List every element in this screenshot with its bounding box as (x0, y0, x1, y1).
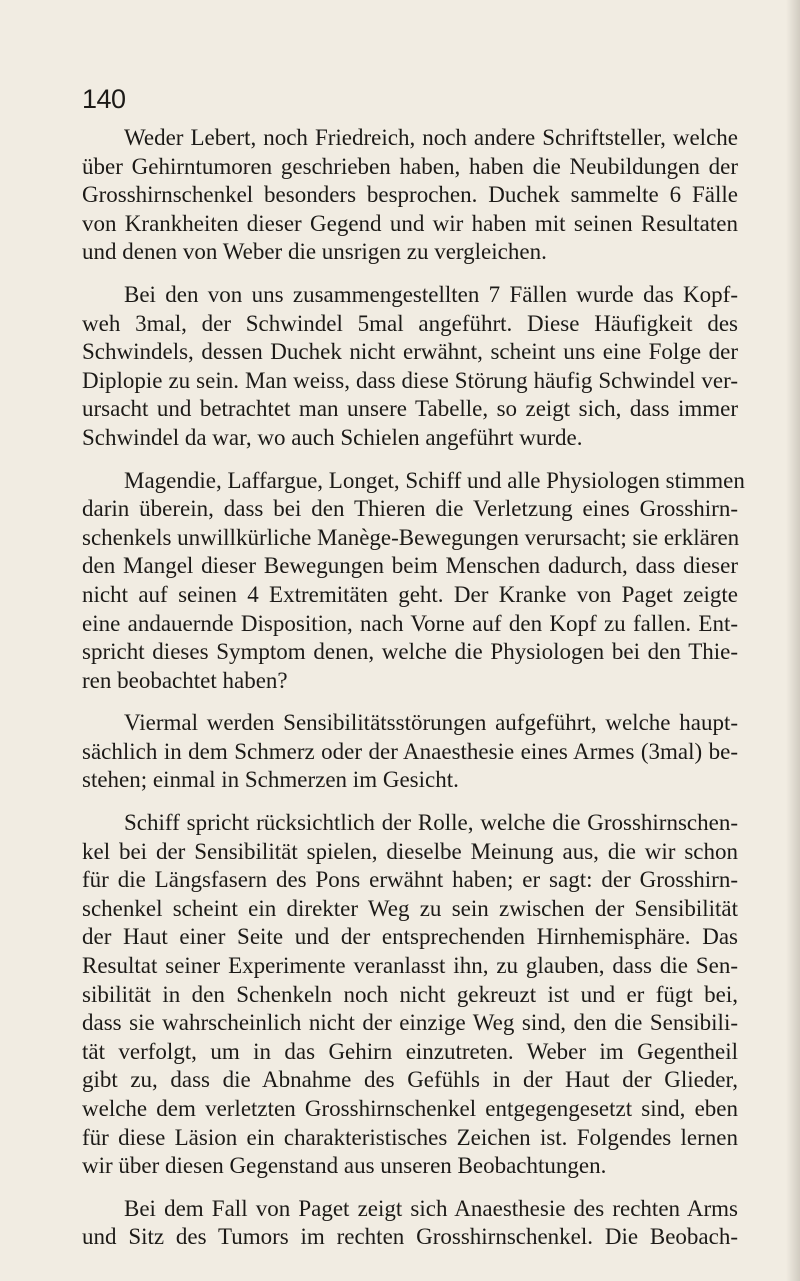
text-line: gibt zu, dass die Abnahme des Gefühls in der Haut der Glieder, (82, 1067, 738, 1093)
text-line: sächlich in dem Schmerz oder der Anaesthesie eines Armes (3mal) be- (82, 738, 738, 764)
text-line: sibilität in den Schenkeln noch nicht gekreuzt ist und er fügt bei, (82, 981, 738, 1007)
text-line: für die Längsfasern des Pons erwähnt haben; er sagt: der Grosshirn- (82, 867, 738, 893)
text-line: Schwindel da war, wo auch Schielen angeführt wurde. (82, 424, 583, 450)
text-line: Schiff spricht rücksichtlich der Rolle, welche die Grosshirnschen- (124, 810, 738, 836)
text-line: und Sitz des Tumors im rechten Grosshirnschenkel. Die Beobach- (82, 1224, 738, 1250)
text-line: Diplopie zu sein. Man weiss, dass diese Störung häufig Schwindel ver- (82, 367, 738, 393)
text-line: Weder Lebert, noch Friedreich, noch andere Schriftsteller, welche (124, 125, 738, 150)
paragraph (82, 1195, 738, 1252)
text-line: und denen von Weber die unsrigen zu vergleichen. (82, 239, 547, 265)
text-line: Magendie, Laffargue, Longet, Schiff und alle Physiologen stimmen (124, 467, 745, 493)
text-line: für diese Läsion ein charakteristisches Zeichen ist. Folgendes lernen (82, 1124, 738, 1150)
text-line: schenkel scheint ein direkter Weg zu sein zwischen der Sensibilität (82, 895, 738, 921)
text-line: Schwindels, dessen Duchek nicht erwähnt, scheint uns eine Folge der (82, 339, 738, 365)
text-line: tät verfolgt, um in das Gehirn einzutreten. Weber im Gegentheil (82, 1038, 738, 1064)
text-line: ursacht und betrachtet man unsere Tabelle, so zeigt sich, dass immer (82, 396, 738, 422)
text-line: Bei dem Fall von Paget zeigt sich Anaesthesie des rechten Arms (124, 1195, 738, 1221)
text-line: weh 3mal, der Schwindel 5mal angeführt. Diese Häufigkeit des (82, 310, 738, 336)
text-line: wir über diesen Gegenstand aus unseren Beobachtungen. (82, 1153, 607, 1179)
text-line: dass sie wahrscheinlich nicht der einzige Weg sind, den die Sensibili- (82, 1010, 738, 1036)
text-line: der Haut einer Seite und der entsprechenden Hirnhemisphäre. Das (82, 924, 738, 950)
paragraph (82, 809, 738, 1181)
text-line: stehen; einmal in Schmerzen im Gesicht. (82, 767, 459, 793)
text-line: über Gehirntumoren geschrieben haben, haben die Neubildungen der (82, 153, 738, 179)
text-line: kel bei der Sensibilität spielen, dieselbe Meinung aus, die wir schon (82, 838, 738, 864)
text-line: nicht auf seinen 4 Extremitäten geht. Der Kranke von Paget zeigte (82, 581, 738, 607)
text-line: ren beobachtet haben? (82, 667, 288, 693)
page-edge-shadow (786, 0, 800, 1281)
text-line: Grosshirnschenkel besonders besprochen. Duchek sammelte 6 Fälle (82, 182, 738, 208)
text-line: schenkels unwillkürliche Manège-Bewegungen verursacht; sie erklären (82, 524, 740, 550)
paragraph (82, 709, 738, 795)
text-line: von Krankheiten dieser Gegend und wir haben mit seinen Resultaten (82, 210, 738, 236)
body-text (82, 124, 745, 1266)
text-line: Bei den von uns zusammengestellten 7 Fällen wurde das Kopf- (124, 281, 738, 307)
paragraph (82, 281, 738, 453)
text-line: welche dem verletzten Grosshirnschenkel entgegengesetzt sind, eben (82, 1096, 738, 1121)
paragraph (82, 124, 738, 267)
text-line: spricht dieses Symptom denen, welche die Physiologen bei den Thie- (82, 639, 738, 665)
text-line: Viermal werden Sensibilitätsstörungen aufgeführt, welche haupt- (124, 710, 738, 736)
page-number: 140 (82, 84, 126, 114)
text-line: den Mangel dieser Bewegungen beim Menschen dadurch, dass dieser (82, 553, 738, 579)
text-line: eine andauernde Disposition, nach Vorne auf den Kopf zu fallen. Ent- (82, 610, 738, 636)
text-line: darin überein, dass bei den Thieren die Verletzung eines Grosshirn- (82, 496, 738, 522)
text-line: Resultat seiner Experimente veranlasst ihn, zu glauben, dass die Sen- (82, 953, 738, 979)
paragraph (82, 467, 745, 696)
